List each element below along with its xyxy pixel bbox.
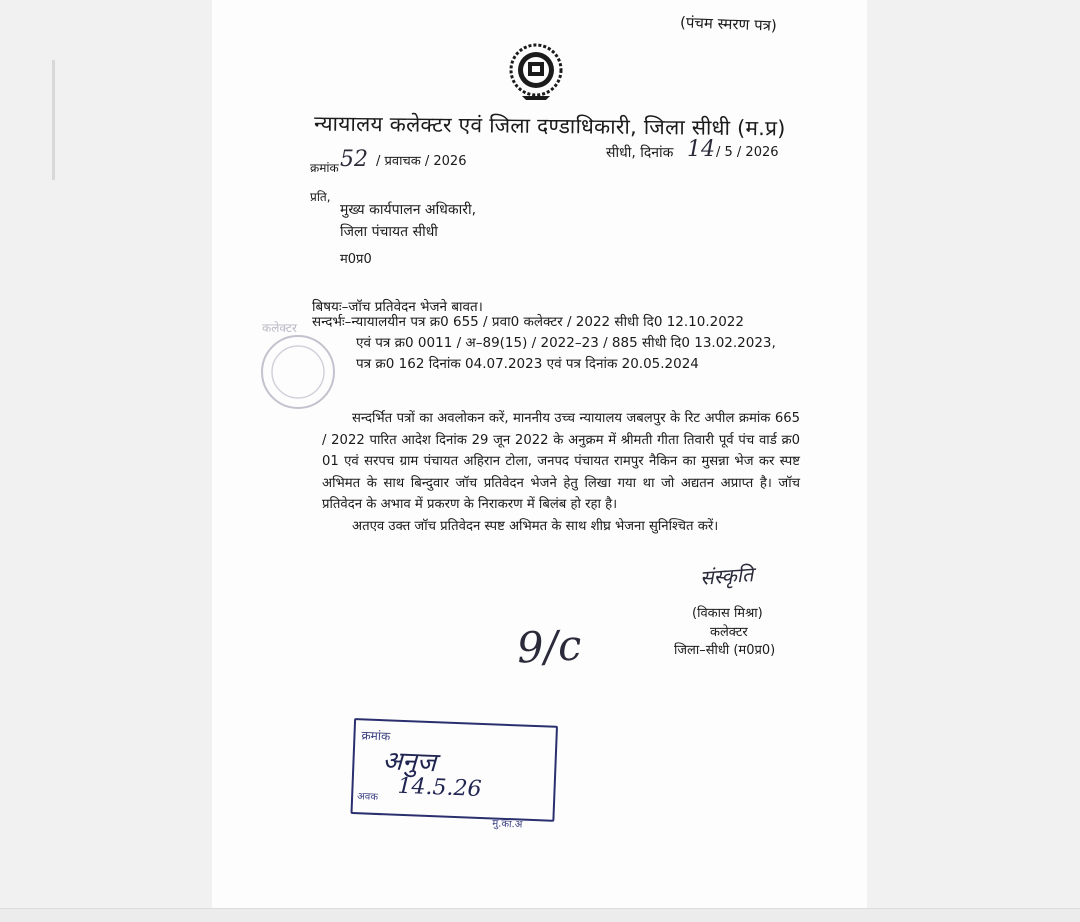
signature-initials: संस्कृति bbox=[699, 562, 755, 590]
reference-number-label: क्रमांक bbox=[310, 161, 339, 175]
letter-body bbox=[322, 408, 800, 537]
faint-seal-text: कलेक्टर bbox=[262, 321, 297, 335]
recipient-line: मुख्य कार्यपालन अधिकारी, bbox=[340, 202, 477, 218]
letter-date-rest: / 5 / 2026 bbox=[716, 145, 779, 160]
body-paragraph: अतएव उक्त जॉच प्रतिवेदन स्पष्ट अभिमत के साथ शीघ्र भेजना सुनिश्चित करें। bbox=[352, 518, 719, 534]
government-emblem-icon bbox=[508, 40, 564, 104]
reminder-label: (पंचम स्मरण पत्र) bbox=[679, 13, 778, 35]
margin-mark bbox=[52, 60, 55, 180]
recipient-label: प्रति, bbox=[310, 190, 331, 204]
reference-number-suffix: / प्रवाचक / 2026 bbox=[376, 154, 467, 169]
recipient-line: जिला पंचायत सीधी bbox=[340, 224, 438, 240]
stamp-initials: अनुज bbox=[381, 746, 437, 779]
reference-number: 52 bbox=[340, 147, 368, 172]
subject-line: बिषयः–जॉच प्रतिवेदन भेजने बावत। bbox=[312, 299, 483, 315]
stamp-date: 14.5.26 bbox=[397, 773, 482, 802]
scanned-letter bbox=[212, 0, 867, 908]
office-title: न्यायालय कलेक्टर एवं जिला दण्डाधिकारी, जिला सीधी (म.प्र) bbox=[313, 111, 786, 141]
signatory-district: जिला–सीधी (म0प्र0) bbox=[674, 643, 776, 658]
stamp-date-label: अवक bbox=[356, 791, 379, 804]
body-paragraph: सन्दर्भित पत्रों का अवलोकन करें, माननीय उच्च न्यायालय जबलपुर के रिट अपील क्रमांक 665 / 2022 पारित आदेश दिनांक 29 जून 2022 के अनुक्रम में श्रीमती गीता तिवारी पूर्व पंच वार्ड क्र0 01 एवं सरपच ग्राम पंचायत अहिरान टोला, जनपद पंचायत रामपुर नैकिन का मुसन्ना भेज कर स्पष्ट अभिमत के साथ बिन्दुवार जॉच प्रतिवेदन भेजने हेतु लिखा गया था जो अद्यतन अप्राप्त है। जॉच प्रतिवेदन के अभाव में प्रकरण के निराकरण में बिलंब हो रहा है। bbox=[322, 411, 800, 512]
signatory-title: कलेक्टर bbox=[710, 625, 748, 640]
reference-line bbox=[310, 137, 785, 175]
reference-line-3: पत्र क्र0 162 दिनांक 04.07.2023 एवं पत्र दिनांक 20.05.2024 bbox=[356, 356, 699, 372]
recipient-line: म0प्र0 bbox=[340, 252, 372, 267]
stamp-office: मु.का.अ bbox=[491, 818, 523, 831]
reference-line-2: एवं पत्र क्र0 0011 / अ–89(15) / 2022–23 / 885 सीधी दि0 13.02.2023, bbox=[356, 335, 776, 351]
reference-line-1: सन्दर्भः–न्यायालयीन पत्र क्र0 655 / प्रवा0 कलेक्टर / 2022 सीधी दि0 12.10.2022 bbox=[312, 314, 744, 330]
letter-date-label: सीधी, दिनांक bbox=[606, 145, 674, 161]
viewer-bottom-bar bbox=[0, 908, 1080, 922]
handwritten-marginal-note: 9/c bbox=[515, 620, 583, 673]
stamp-serial-label: क्रमांक bbox=[361, 728, 391, 744]
letter-date-day: 14 bbox=[687, 137, 715, 162]
signatory-name: (विकास मिश्रा) bbox=[692, 606, 763, 621]
inward-stamp bbox=[350, 718, 562, 834]
